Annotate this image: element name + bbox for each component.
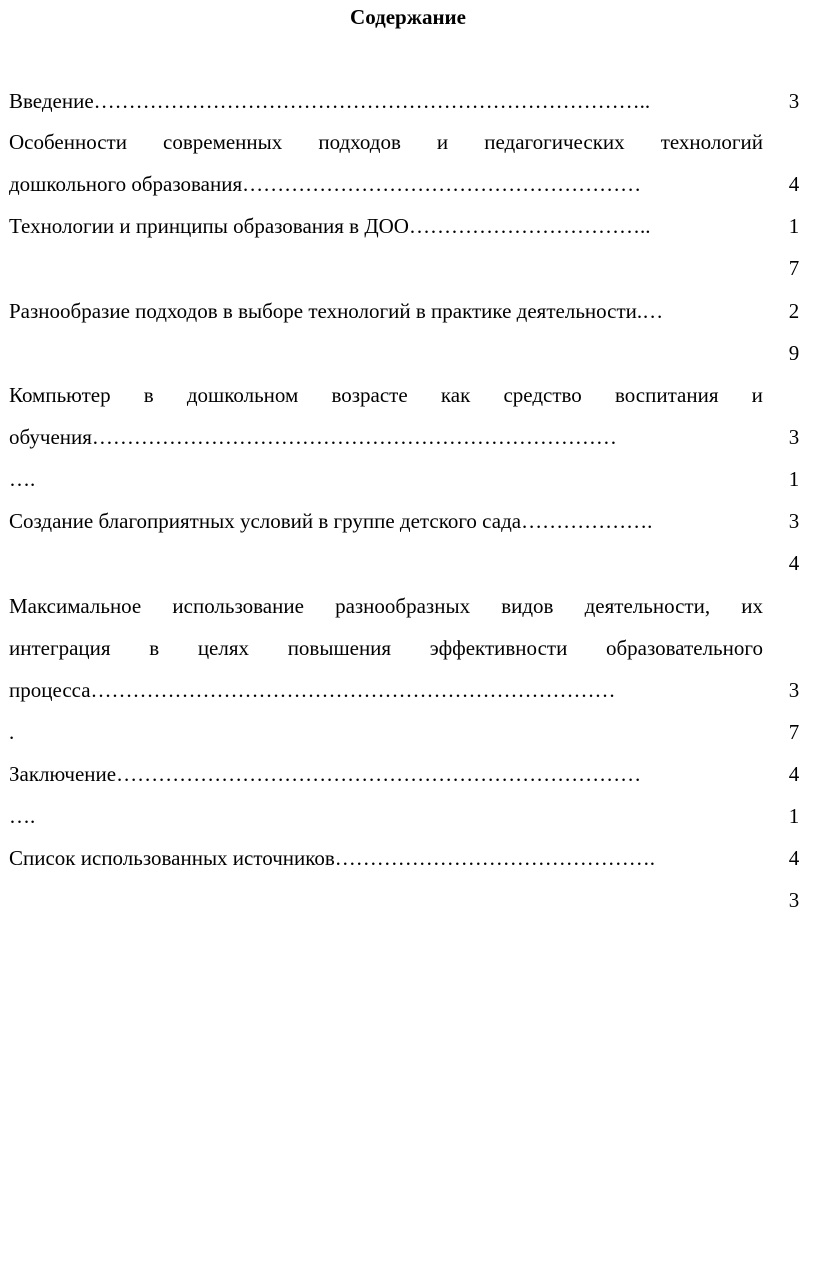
toc-page-number: 3: [788, 678, 800, 702]
toc-word: целях: [197, 636, 250, 660]
toc-page-number-cont: 4: [788, 551, 800, 575]
toc-page-number-cont: 7: [788, 720, 800, 744]
toc-entry-variety: Разнообразие подходов в выборе технологий в практике деятельности.…: [9, 299, 664, 323]
toc-word: в: [143, 383, 154, 407]
toc-entry-activities-line1: [9, 593, 763, 619]
toc-word: возрасте: [331, 383, 408, 407]
toc-word: интеграция: [9, 636, 111, 660]
toc-entry-conditions: Создание благоприятных условий в группе детского сада……………….: [9, 509, 653, 533]
toc-entry-activities-line3: процесса…………………………………………………………………: [9, 678, 616, 702]
toc-word: видов: [501, 594, 554, 618]
toc-word: средство: [503, 383, 582, 407]
toc-entry-activities-line2: [9, 635, 763, 661]
toc-entry-activities-line4: .: [9, 720, 15, 744]
page-title: Содержание: [350, 5, 466, 29]
toc-word: современных: [163, 130, 283, 154]
toc-word: эффективности: [429, 636, 568, 660]
toc-word: педагогических: [484, 130, 625, 154]
toc-page-number: 2: [788, 299, 800, 323]
toc-entry-conclusion: Заключение…………………………………………………………………: [9, 762, 642, 786]
toc-word: Максимальное: [9, 594, 142, 618]
toc-word: использование: [172, 594, 304, 618]
toc-word: воспитания: [615, 383, 719, 407]
toc-page-number: 3: [788, 509, 800, 533]
toc-word: образовательного: [605, 636, 763, 660]
toc-word: Компьютер: [9, 383, 111, 407]
toc-page-number: 4: [788, 762, 800, 786]
toc-entry-approaches-line1: [9, 129, 763, 155]
toc-entry-computer-line2: обучения…………………………………………………………………: [9, 425, 617, 449]
toc-entry-technologies: Технологии и принципы образования в ДОО……………………………..: [9, 214, 651, 238]
toc-entry-computer-line3: ….: [9, 467, 36, 491]
toc-page-number-cont: 1: [788, 467, 800, 491]
toc-word: разнообразных: [335, 594, 471, 618]
toc-page-number-cont: 1: [788, 804, 800, 828]
toc-page-number-cont: 7: [788, 256, 800, 280]
toc-word: и: [751, 383, 763, 407]
toc-page-number: 4: [788, 846, 800, 870]
toc-entry-approaches-line2: дошкольного образования…………………………………………………: [9, 172, 642, 196]
toc-word: подходов: [318, 130, 401, 154]
toc-entry-conclusion-cont: ….: [9, 804, 36, 828]
toc-entry-computer-line1: [9, 382, 763, 408]
toc-word: технологий: [660, 130, 763, 154]
toc-page-number-cont: 9: [788, 341, 800, 365]
toc-page-number-cont: 3: [788, 888, 800, 912]
toc-word: повышения: [287, 636, 392, 660]
toc-page-number: 3: [788, 425, 800, 449]
toc-page-number: 3: [788, 89, 800, 113]
toc-word: и: [436, 130, 449, 154]
toc-word: Особенности: [9, 130, 127, 154]
toc-entry-introduction: Введение……………………………………………………………………..: [9, 89, 651, 113]
toc-word: как: [440, 383, 471, 407]
toc-page-number: 4: [788, 172, 800, 196]
toc-entry-sources: Список использованных источников……………………………………….: [9, 846, 656, 870]
toc-word: их: [741, 594, 763, 618]
toc-page-number: 1: [788, 214, 800, 238]
toc-word: дошкольном: [186, 383, 299, 407]
toc-word: в: [149, 636, 160, 660]
toc-word: деятельности,: [584, 594, 711, 618]
